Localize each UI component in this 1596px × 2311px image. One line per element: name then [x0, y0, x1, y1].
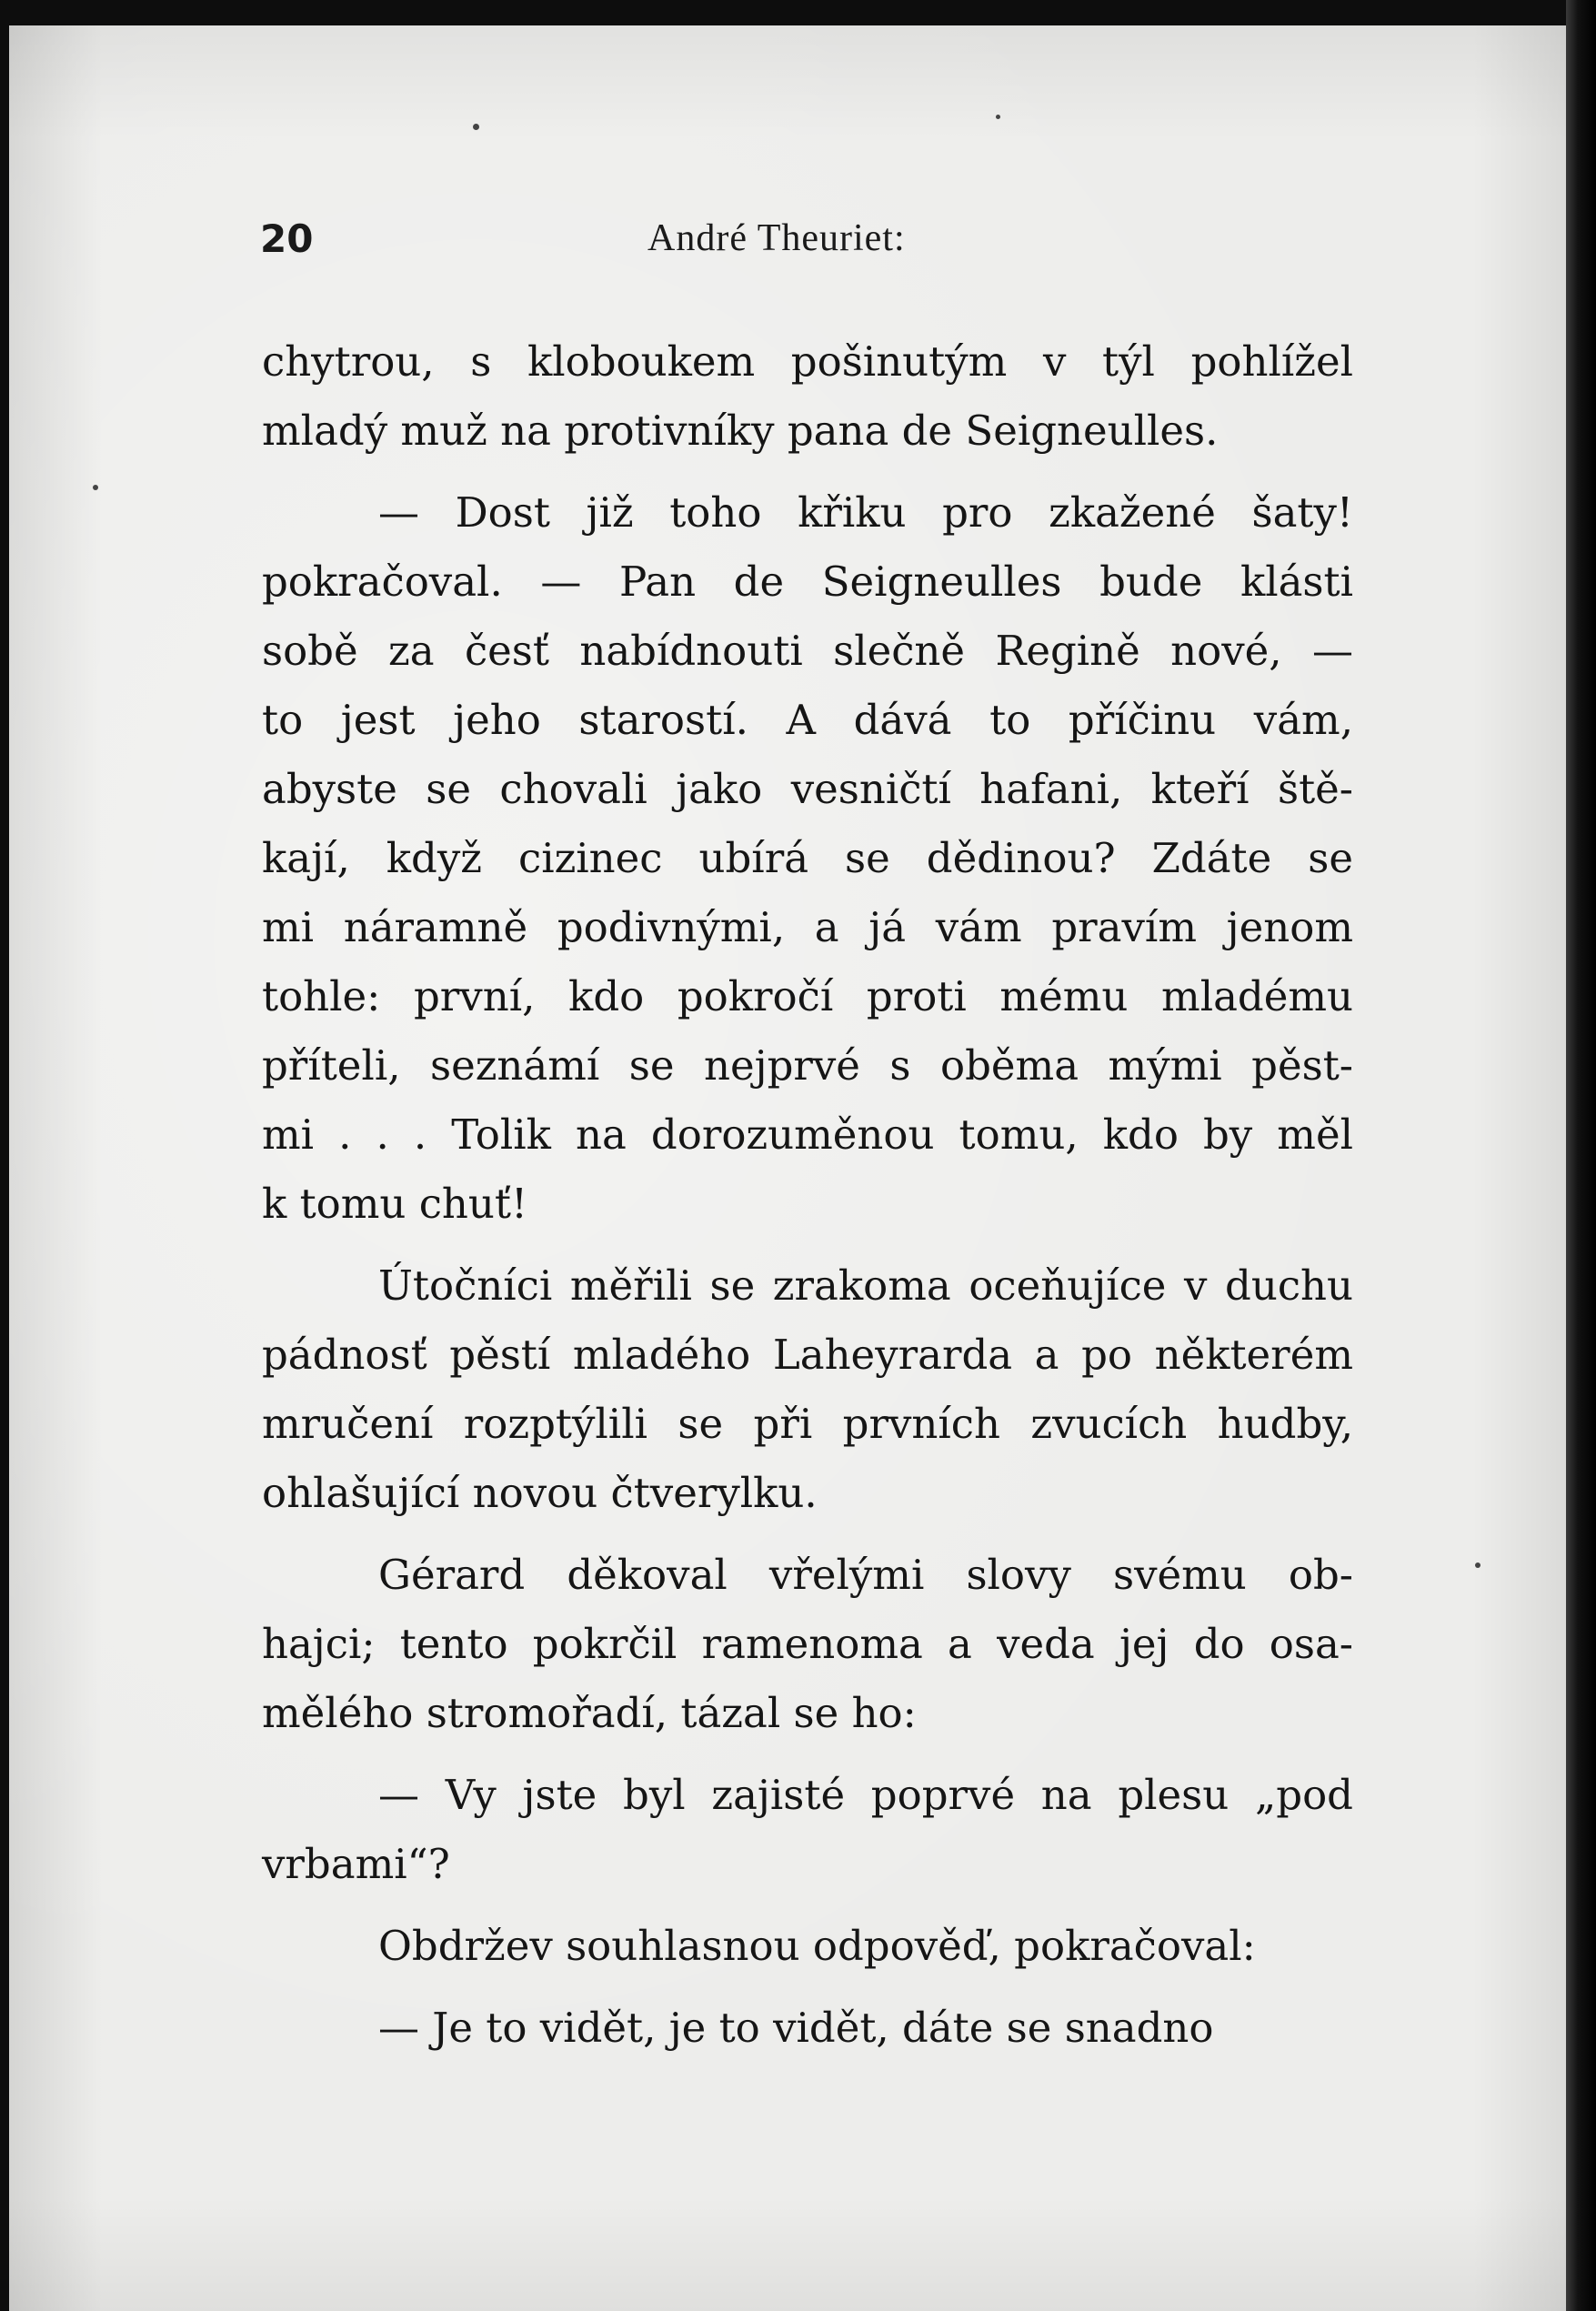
running-head: André Theuriet:: [647, 217, 906, 259]
text-line: kají, když cizinec ubírá se dědinou? Zdáte se: [262, 834, 1353, 882]
text-line: vrbami“?: [262, 1840, 450, 1888]
paragraph-gap: [262, 466, 1353, 478]
text-line: k tomu chuť!: [262, 1180, 528, 1228]
text-line: abyste se chovali jako vesničtí hafani, kteří ště-: [262, 765, 1353, 813]
text-line: — Je to vidět, je to vidět, dáte se snadno: [378, 2004, 1214, 2052]
text-line: mladý muž na protivníky pana de Seigneulles.: [262, 407, 1219, 455]
text-line: příteli, seznámí se nejprvé s oběma mými pěst-: [262, 1041, 1353, 1090]
paragraph-gap: [262, 1239, 1353, 1251]
body-text: [262, 327, 1353, 2063]
paper-speck: [996, 115, 1000, 119]
text-line: — Vy jste byl zajisté poprvé na plesu „pod: [378, 1771, 1353, 1819]
page-header: [260, 216, 1360, 262]
text-line: pádnosť pěstí mladého Laheyrarda a po některém: [262, 1331, 1353, 1379]
text-line: — Dost již toho křiku pro zkažené šaty!: [378, 488, 1353, 537]
text-line: Útočníci měřili se zrakoma oceňujíce v duchu: [378, 1261, 1353, 1310]
paragraph-gap: [262, 1528, 1353, 1541]
text-line: mělého stromořadí, tázal se ho:: [262, 1689, 917, 1737]
page-number: 20: [260, 216, 314, 261]
text-line: mručení rozptýlili se při prvních zvucích hudby,: [262, 1400, 1353, 1448]
paragraph: [262, 1541, 1353, 1748]
paper-speck: [93, 485, 98, 490]
paper-speck: [473, 124, 479, 130]
text-line: Obdržev souhlasnou odpověď, pokračoval:: [378, 1922, 1256, 1970]
text-line: chytrou, s kloboukem pošinutým v týl pohlížel: [262, 337, 1353, 386]
paragraph: [262, 478, 1353, 1239]
paragraph: [262, 327, 1353, 466]
text-line: mi . . . Tolik na dorozuměnou tomu, kdo by měl: [262, 1110, 1353, 1159]
paragraph: [262, 1761, 1353, 1899]
text-line: to jest jeho starostí. A dává to příčinu vám,: [262, 696, 1353, 744]
text-line: mi náramně podivnými, a já vám pravím jenom: [262, 903, 1353, 951]
text-line: ohlašující novou čtverylku.: [262, 1469, 818, 1517]
paper-speck: [1475, 1562, 1481, 1568]
text-line: pokračoval. — Pan de Seigneulles bude klásti: [262, 558, 1353, 606]
text-line: Gérard děkoval vřelými slovy svému ob-: [378, 1551, 1353, 1599]
paragraph: [262, 1912, 1353, 1981]
paragraph-gap: [262, 1981, 1353, 1994]
text-line: hajci; tento pokrčil ramenoma a veda jej do osa-: [262, 1620, 1353, 1668]
text-line: sobě za česť nabídnouti slečně Regině nové, —: [262, 627, 1353, 675]
page-edge-shadow: [1566, 0, 1596, 2311]
text-line: tohle: první, kdo pokročí proti mému mladému: [262, 972, 1353, 1020]
paragraph-gap: [262, 1748, 1353, 1761]
paragraph-gap: [262, 1899, 1353, 1912]
paragraph: [262, 1251, 1353, 1528]
paragraph: [262, 1994, 1353, 2063]
